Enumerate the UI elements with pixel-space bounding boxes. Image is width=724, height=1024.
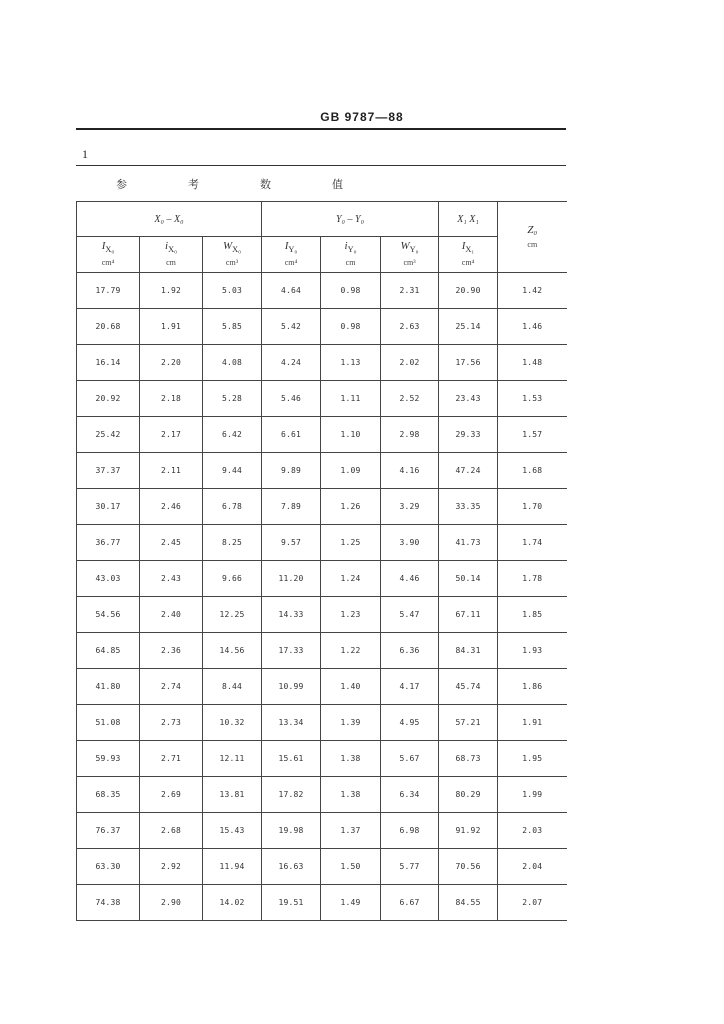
table-cell: 1.93 xyxy=(498,633,567,669)
table-cell: 14.02 xyxy=(203,885,262,921)
table-row xyxy=(77,381,567,417)
column-subscript: X₀ xyxy=(232,245,242,254)
table-cell: 2.98 xyxy=(381,417,439,453)
group-header-y0: Y₀ – Y₀ xyxy=(262,202,439,237)
table-cell: 1.42 xyxy=(498,273,567,309)
table-cell: 1.13 xyxy=(321,345,381,381)
header-rule xyxy=(76,128,566,130)
table-cell: 1.53 xyxy=(498,381,567,417)
table-cell: 6.67 xyxy=(381,885,439,921)
table-number: 1 xyxy=(82,147,88,161)
table-cell: 84.55 xyxy=(439,885,498,921)
column-subscript: X₁ xyxy=(465,245,475,254)
column-header xyxy=(439,237,498,273)
section-title-char: 值 xyxy=(332,178,343,191)
table-cell: 2.73 xyxy=(140,705,203,741)
table-cell: 50.14 xyxy=(439,561,498,597)
column-subscript: X₀ xyxy=(105,245,115,254)
table-cell: 5.46 xyxy=(262,381,321,417)
table-cell: 1.95 xyxy=(498,741,567,777)
table-cell: 6.61 xyxy=(262,417,321,453)
table-cell: 1.40 xyxy=(321,669,381,705)
table-cell: 9.89 xyxy=(262,453,321,489)
table-cell: 7.89 xyxy=(262,489,321,525)
column-symbol: i xyxy=(165,240,169,252)
table-cell: 9.66 xyxy=(203,561,262,597)
table-cell: 2.68 xyxy=(140,813,203,849)
table-cell: 43.03 xyxy=(77,561,140,597)
table-cell: 9.57 xyxy=(262,525,321,561)
column-header xyxy=(381,237,439,273)
section-title xyxy=(76,176,381,192)
table-cell: 0.98 xyxy=(321,273,381,309)
group-header-x0: X₀ – X₀ xyxy=(77,202,262,237)
column-symbol: I xyxy=(284,240,289,252)
column-symbol: W xyxy=(400,240,410,252)
table-cell: 1.11 xyxy=(321,381,381,417)
table-cell: 2.31 xyxy=(381,273,439,309)
z0-column-header xyxy=(498,202,567,273)
table-cell: 1.91 xyxy=(140,309,203,345)
section-title-char: 数 xyxy=(260,178,271,191)
table-row xyxy=(77,669,567,705)
table-cell: 1.78 xyxy=(498,561,567,597)
table-cell: 16.63 xyxy=(262,849,321,885)
table-cell: 6.98 xyxy=(381,813,439,849)
table-row xyxy=(77,345,567,381)
table-cell: 5.03 xyxy=(203,273,262,309)
table-row xyxy=(77,597,567,633)
table-cell: 4.16 xyxy=(381,453,439,489)
table-cell: 14.56 xyxy=(203,633,262,669)
table-cell: 2.40 xyxy=(140,597,203,633)
table-cell: 1.46 xyxy=(498,309,567,345)
column-unit: cm³ xyxy=(225,258,239,267)
table-cell: 1.24 xyxy=(321,561,381,597)
table-cell: 6.78 xyxy=(203,489,262,525)
table-cell: 1.22 xyxy=(321,633,381,669)
table-cell: 2.02 xyxy=(381,345,439,381)
table-cell: 1.85 xyxy=(498,597,567,633)
table-cell: 2.04 xyxy=(498,849,567,885)
table-cell: 1.68 xyxy=(498,453,567,489)
table-cell: 17.56 xyxy=(439,345,498,381)
table-cell: 2.07 xyxy=(498,885,567,921)
table-cell: 80.29 xyxy=(439,777,498,813)
table-cell: 9.44 xyxy=(203,453,262,489)
group-header-row xyxy=(77,202,567,237)
table-cell: 57.21 xyxy=(439,705,498,741)
table-cell: 5.77 xyxy=(381,849,439,885)
table-cell: 67.11 xyxy=(439,597,498,633)
table-cell: 4.08 xyxy=(203,345,262,381)
table-cell: 25.42 xyxy=(77,417,140,453)
table-cell: 2.11 xyxy=(140,453,203,489)
table-row xyxy=(77,741,567,777)
table-cell: 17.79 xyxy=(77,273,140,309)
table-cell: 2.18 xyxy=(140,381,203,417)
table-cell: 4.64 xyxy=(262,273,321,309)
table-cell: 2.74 xyxy=(140,669,203,705)
table-row xyxy=(77,489,567,525)
table-cell: 1.25 xyxy=(321,525,381,561)
z0-unit: cm xyxy=(527,239,538,249)
table-cell: 8.44 xyxy=(203,669,262,705)
table-row xyxy=(77,417,567,453)
table-cell: 2.52 xyxy=(381,381,439,417)
table-cell: 2.46 xyxy=(140,489,203,525)
table-cell: 37.37 xyxy=(77,453,140,489)
table-cell: 10.99 xyxy=(262,669,321,705)
table-row xyxy=(77,525,567,561)
table-cell: 20.90 xyxy=(439,273,498,309)
table-cell: 2.92 xyxy=(140,849,203,885)
table-cell: 1.48 xyxy=(498,345,567,381)
table-cell: 13.81 xyxy=(203,777,262,813)
table-cell: 41.73 xyxy=(439,525,498,561)
section-title-char: 考 xyxy=(188,178,199,191)
table-cell: 10.32 xyxy=(203,705,262,741)
table-body xyxy=(77,273,567,921)
reference-values-table xyxy=(76,201,567,921)
table-cell: 1.74 xyxy=(498,525,567,561)
column-unit: cm⁴ xyxy=(461,258,475,267)
table-cell: 59.93 xyxy=(77,741,140,777)
table-cell: 2.90 xyxy=(140,885,203,921)
table-row xyxy=(77,849,567,885)
table-cell: 51.08 xyxy=(77,705,140,741)
column-header xyxy=(77,237,140,273)
table-cell: 2.36 xyxy=(140,633,203,669)
column-symbol: W xyxy=(222,240,233,252)
table-cell: 1.38 xyxy=(321,777,381,813)
table-cell: 1.09 xyxy=(321,453,381,489)
table-row xyxy=(77,309,567,345)
table-cell: 1.37 xyxy=(321,813,381,849)
table-row xyxy=(77,885,567,921)
table-cell: 1.49 xyxy=(321,885,381,921)
table-cell: 3.90 xyxy=(381,525,439,561)
table-cell: 2.69 xyxy=(140,777,203,813)
table-cell: 6.34 xyxy=(381,777,439,813)
table-cell: 1.91 xyxy=(498,705,567,741)
table-cell: 5.28 xyxy=(203,381,262,417)
table-cell: 11.94 xyxy=(203,849,262,885)
z0-symbol: Z₀ xyxy=(527,223,538,236)
table-cell: 1.38 xyxy=(321,741,381,777)
table-cell: 12.25 xyxy=(203,597,262,633)
column-unit: cm⁴ xyxy=(284,258,298,267)
table-cell: 47.24 xyxy=(439,453,498,489)
table-cell: 16.14 xyxy=(77,345,140,381)
group-header-x1: X₁ X₁ xyxy=(439,202,498,237)
table-cell: 1.50 xyxy=(321,849,381,885)
table-cell: 1.92 xyxy=(140,273,203,309)
table-row xyxy=(77,273,567,309)
table-cell: 68.73 xyxy=(439,741,498,777)
table-cell: 19.51 xyxy=(262,885,321,921)
table-cell: 5.47 xyxy=(381,597,439,633)
column-header xyxy=(203,237,262,273)
table-cell: 4.95 xyxy=(381,705,439,741)
table-cell: 29.33 xyxy=(439,417,498,453)
table-cell: 1.26 xyxy=(321,489,381,525)
table-cell: 1.39 xyxy=(321,705,381,741)
table-cell: 1.57 xyxy=(498,417,567,453)
table-cell: 14.33 xyxy=(262,597,321,633)
table-cell: 4.17 xyxy=(381,669,439,705)
table-cell: 4.46 xyxy=(381,561,439,597)
table-cell: 20.92 xyxy=(77,381,140,417)
table-cell: 15.61 xyxy=(262,741,321,777)
table-cell: 23.43 xyxy=(439,381,498,417)
table-cell: 4.24 xyxy=(262,345,321,381)
table-cell: 41.80 xyxy=(77,669,140,705)
column-subscript: X₀ xyxy=(168,245,177,254)
table-cell: 64.85 xyxy=(77,633,140,669)
document-header: GB 9787—88 xyxy=(320,110,404,124)
table-cell: 1.86 xyxy=(498,669,567,705)
table-cell: 2.20 xyxy=(140,345,203,381)
table-cell: 36.77 xyxy=(77,525,140,561)
table-cell: 76.37 xyxy=(77,813,140,849)
table-cell: 17.82 xyxy=(262,777,321,813)
table-cell: 5.67 xyxy=(381,741,439,777)
symbol-header-row xyxy=(77,237,567,273)
column-symbol: I xyxy=(461,240,466,252)
table-row xyxy=(77,561,567,597)
table-cell: 0.98 xyxy=(321,309,381,345)
table-row xyxy=(77,813,567,849)
table-cell: 68.35 xyxy=(77,777,140,813)
table-cell: 45.74 xyxy=(439,669,498,705)
table-cell: 2.71 xyxy=(140,741,203,777)
table-cell: 8.25 xyxy=(203,525,262,561)
table-cell: 6.36 xyxy=(381,633,439,669)
column-unit: cm³ xyxy=(403,258,416,267)
table-row xyxy=(77,705,567,741)
column-unit: cm xyxy=(345,258,356,267)
table-cell: 5.42 xyxy=(262,309,321,345)
table-cell: 84.31 xyxy=(439,633,498,669)
table-cell: 13.34 xyxy=(262,705,321,741)
table-cell: 17.33 xyxy=(262,633,321,669)
section-title-char: 参 xyxy=(116,178,127,191)
column-subscript: Y₀ xyxy=(288,245,298,254)
column-unit: cm xyxy=(166,258,176,267)
table-row xyxy=(77,633,567,669)
table-cell: 1.70 xyxy=(498,489,567,525)
table-cell: 54.56 xyxy=(77,597,140,633)
table-cell: 1.23 xyxy=(321,597,381,633)
table-cell: 2.03 xyxy=(498,813,567,849)
column-header xyxy=(321,237,381,273)
table-row xyxy=(77,777,567,813)
table-cell: 70.56 xyxy=(439,849,498,885)
table-row xyxy=(77,453,567,489)
column-unit: cm⁴ xyxy=(101,258,115,267)
table-cell: 15.43 xyxy=(203,813,262,849)
column-header xyxy=(140,237,203,273)
table-cell: 2.17 xyxy=(140,417,203,453)
table-cell: 20.68 xyxy=(77,309,140,345)
table-cell: 30.17 xyxy=(77,489,140,525)
table-cell: 3.29 xyxy=(381,489,439,525)
table-cell: 6.42 xyxy=(203,417,262,453)
table-cell: 91.92 xyxy=(439,813,498,849)
column-subscript: Y₀ xyxy=(409,245,419,254)
table-cell: 19.98 xyxy=(262,813,321,849)
table-cell: 2.43 xyxy=(140,561,203,597)
table-cell: 11.20 xyxy=(262,561,321,597)
table-cell: 12.11 xyxy=(203,741,262,777)
table-cell: 74.38 xyxy=(77,885,140,921)
table-cell: 63.30 xyxy=(77,849,140,885)
section-rule xyxy=(76,165,566,166)
table-cell: 5.85 xyxy=(203,309,262,345)
column-header xyxy=(262,237,321,273)
table-cell: 33.35 xyxy=(439,489,498,525)
table-cell: 2.63 xyxy=(381,309,439,345)
table-cell: 25.14 xyxy=(439,309,498,345)
column-subscript: Y₀ xyxy=(347,245,357,254)
column-symbol: I xyxy=(101,240,106,252)
column-symbol: i xyxy=(344,240,348,252)
table-cell: 1.99 xyxy=(498,777,567,813)
table-cell: 1.10 xyxy=(321,417,381,453)
table-cell: 2.45 xyxy=(140,525,203,561)
